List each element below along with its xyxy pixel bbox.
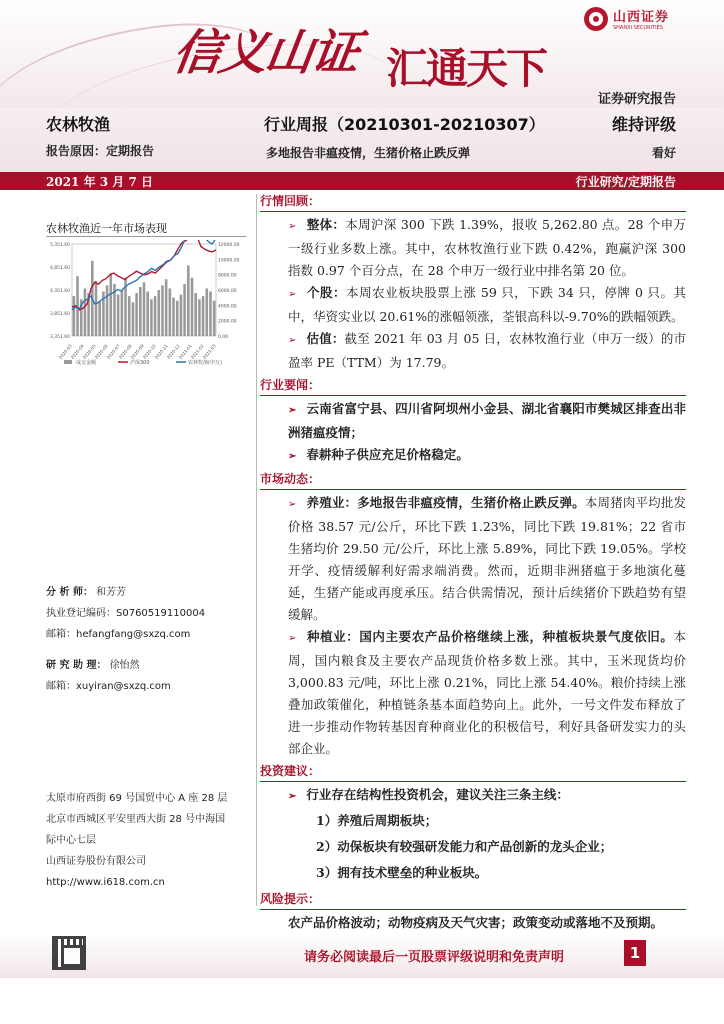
analyst-name: 和芳芳 bbox=[96, 587, 127, 598]
email-label: 邮箱： bbox=[46, 629, 76, 640]
report-title: 行业周报（20210301-20210307） bbox=[264, 115, 545, 134]
risk-text: 农产品价格波动；动物疫病及天气灾害；政策变动或落地不及预期。 bbox=[288, 915, 664, 930]
volume-bar bbox=[154, 296, 157, 336]
y-left-tick-label: 4,351.60 bbox=[49, 289, 70, 294]
volume-bar bbox=[95, 281, 98, 336]
market-overall: ➢ 整体：本周沪深 300 下跌 1.39%，报收 5,262.80 点。28 个申万一级行业多数上涨。其中，农林牧渔行业下跌 0.42%，跑赢沪深 300 指数 0.97 个百分点，在 28 个申万一级行业中排名第 20 位。 bbox=[288, 217, 686, 278]
main-content bbox=[260, 192, 686, 934]
assistant-email-label: 邮箱： bbox=[46, 681, 76, 692]
title-row bbox=[0, 108, 724, 172]
assistant-email[interactable]: xuyiran@sxzq.com bbox=[76, 681, 171, 692]
logo-icon bbox=[584, 7, 608, 31]
analyst-email[interactable]: hefangfang@sxzq.com bbox=[76, 629, 191, 640]
arrow-bullet-icon: ➢ bbox=[288, 499, 297, 510]
assistant-label: 研 究 助 理： bbox=[46, 660, 107, 671]
report-reason: 报告原因：定期报告 bbox=[46, 144, 155, 158]
report-category: 行业研究/定期报告 bbox=[575, 175, 676, 189]
x-tick-label: 2020-12 bbox=[165, 343, 181, 361]
legend-label: 农林牧渔(申万) bbox=[188, 360, 222, 366]
volume-bar bbox=[205, 288, 208, 336]
x-tick-label: 2021-02 bbox=[189, 343, 205, 361]
page-number: 1 bbox=[624, 940, 646, 966]
legend-swatch bbox=[64, 360, 72, 364]
planting-paragraph: ➢ 种植业：国内主要农产品价格继续上涨，种植板块景气度依旧。本周，国内粮食及主要农产品现货价格多数上涨。其中，玉米现货均价 3,000.83 元/吨，环比上涨 0.21%，同比上涨 54.40%。粮价持续上涨叠加政策催化，种植链条基本面趋势向上。此外，一号文件发布释放了进一步推动作物转基因育种商业化的积极信号，利好具备研发实力的头部企业。 bbox=[288, 629, 686, 756]
volume-bar bbox=[84, 288, 87, 336]
volume-bar bbox=[194, 293, 197, 336]
x-tick-label: 2020-03 bbox=[57, 343, 73, 361]
x-tick-label: 2020-09 bbox=[129, 343, 145, 361]
report-date: 2021 年 3 月 7 日 bbox=[46, 175, 153, 189]
x-tick-label: 2021-03 bbox=[201, 343, 217, 361]
company-address bbox=[46, 788, 246, 893]
slogan-part-a: 信义山证 bbox=[169, 25, 362, 81]
volume-bar bbox=[202, 296, 205, 336]
cert-value: S0760519110004 bbox=[116, 608, 206, 619]
disclaimer-notice[interactable]: 请务必阅读最后一页股票评级说明和免责声明 bbox=[304, 950, 565, 965]
x-tick-label: 2020-08 bbox=[117, 343, 133, 361]
volume-bar bbox=[117, 295, 120, 336]
y-left-tick-label: 3,351.60 bbox=[49, 335, 70, 340]
y-left-tick-label: 5,351.60 bbox=[49, 243, 70, 248]
y-right-tick-label: 2000.00 bbox=[218, 319, 237, 325]
section-market-dynamics-title: 市场动态： bbox=[260, 470, 686, 490]
volume-bar bbox=[121, 290, 124, 336]
volume-bar bbox=[146, 292, 149, 336]
investment-lead: ➢ 行业存在结构性投资机会，建议关注三条主线： bbox=[288, 787, 569, 802]
arrow-bullet-icon: ➢ bbox=[288, 335, 297, 346]
section-investment-title: 投资建议： bbox=[260, 762, 686, 782]
volume-bar bbox=[161, 285, 164, 336]
company-website[interactable]: http://www.i618.com.cn bbox=[46, 877, 165, 888]
market-stocks: ➢ 个股：本周农业板块股票上涨 59 只，下跌 34 只，停牌 0 只。其中，华资实业以 20.61%的涨幅领涨，荃银高科以-9.70%的跌幅领跌。 bbox=[288, 285, 686, 324]
y-right-tick-label: 12000.00 bbox=[218, 243, 240, 248]
x-tick-label: 2020-11 bbox=[153, 343, 169, 361]
rating: 维持评级 bbox=[611, 115, 676, 134]
chart-title-rule bbox=[46, 236, 246, 237]
cert-label: 执业登记编码： bbox=[46, 608, 116, 619]
analyst-label: 分 析 师： bbox=[46, 587, 93, 598]
volume-bar bbox=[180, 295, 183, 336]
volume-bar bbox=[143, 282, 146, 336]
volume-bar bbox=[187, 265, 190, 336]
column-divider bbox=[256, 194, 257, 906]
y-left-tick-label: 3,851.60 bbox=[49, 312, 70, 317]
slogan-part-b: 汇通天下 bbox=[386, 44, 547, 93]
news-item-2: ➢ 春耕种子供应充足价格稳定。 bbox=[288, 447, 469, 462]
y-right-tick-label: 6000.00 bbox=[218, 289, 237, 294]
arrow-bullet-icon: ➢ bbox=[288, 221, 297, 232]
address-line-1: 太原市府西街 69 号国贸中心 A 座 28 层 bbox=[46, 793, 228, 804]
legend-label: 沪深300 bbox=[130, 360, 150, 366]
investment-line-3: 3）拥有技术壁垒的种业板块。 bbox=[316, 865, 488, 880]
legend-label: 成交金额 bbox=[76, 360, 97, 366]
y-right-tick-label: 10000.00 bbox=[218, 258, 240, 264]
section-industry-news-title: 行业要闻： bbox=[260, 376, 686, 396]
company-logo bbox=[584, 6, 669, 31]
date-bar bbox=[0, 172, 724, 190]
volume-bar bbox=[172, 298, 175, 336]
volume-bar bbox=[109, 273, 112, 336]
volume-bar bbox=[135, 293, 138, 336]
qr-code-icon bbox=[52, 936, 86, 970]
arrow-bullet-icon: ➢ bbox=[288, 405, 297, 416]
company-name: 山西证券股份有限公司 bbox=[46, 856, 146, 867]
volume-bar bbox=[169, 288, 172, 336]
report-type: 证券研究报告 bbox=[597, 92, 676, 107]
page-header bbox=[0, 0, 724, 108]
address-line-3: 际中心七层 bbox=[46, 835, 96, 846]
volume-bar bbox=[198, 299, 201, 336]
x-tick-label: 2020-04 bbox=[69, 343, 85, 361]
volume-bar bbox=[98, 301, 101, 336]
assistant-name: 徐怡然 bbox=[109, 660, 140, 671]
section-risk-title: 风险提示： bbox=[260, 890, 686, 910]
rating-outlook: 看好 bbox=[651, 146, 676, 160]
volume-bar bbox=[139, 287, 142, 336]
news-item-1: ➢ 云南省富宁县、四川省阿坝州小金县、湖北省襄阳市樊城区排查出非洲猪瘟疫情； bbox=[288, 401, 686, 440]
volume-bar bbox=[213, 301, 216, 336]
volume-bar bbox=[106, 285, 109, 336]
x-tick-label: 2020-07 bbox=[105, 343, 121, 361]
y-left-tick-label: 4,851.60 bbox=[49, 266, 70, 271]
y-right-tick-label: 8000.00 bbox=[218, 273, 237, 279]
x-tick-label: 2020-05 bbox=[81, 343, 97, 361]
address-line-2: 北京市西城区平安里西大街 28 号中海国 bbox=[46, 814, 226, 825]
arrow-bullet-icon: ➢ bbox=[288, 791, 297, 802]
volume-bar bbox=[183, 284, 186, 336]
market-chart bbox=[46, 240, 251, 368]
arrow-bullet-icon: ➢ bbox=[288, 289, 297, 300]
investment-line-2: 2）动保板块有较强研发能力和产品创新的龙头企业； bbox=[316, 839, 613, 854]
arrow-bullet-icon: ➢ bbox=[288, 633, 297, 644]
volume-bar bbox=[191, 278, 194, 336]
y-right-tick-label: 4000.00 bbox=[218, 304, 237, 310]
volume-bar bbox=[73, 296, 76, 336]
volume-bar bbox=[132, 302, 135, 336]
logo-name: 山西证券 bbox=[613, 10, 670, 25]
volume-bar bbox=[165, 279, 168, 336]
breeding-paragraph: ➢ 养殖业：多地报告非瘟疫情，生猪价格止跌反弹。本周猪肉平均批发价格 38.57 元/公斤，环比下跌 1.23%，同比下跌 19.81%；22 省市生猪均价 29.50 元/公斤，环比上涨 5.89%，同比下跌 19.05%。学校开学、疫情缓解利好需求端消费。然而，近期非洲猪瘟于多地演化蔓延，生猪产能或再度承压。结合供需情况，预计后续猪价下跌趋势有望缓解。 bbox=[288, 495, 686, 622]
market-chart-svg bbox=[46, 240, 251, 368]
report-headline: 多地报告非瘟疫情，生猪价格止跌反弹 bbox=[266, 146, 471, 160]
x-tick-label: 2021-01 bbox=[177, 343, 193, 361]
arrow-bullet-icon: ➢ bbox=[288, 451, 297, 462]
volume-bar bbox=[176, 301, 179, 336]
section-market-review-title: 行情回顾： bbox=[260, 192, 686, 212]
market-valuation: ➢ 估值：截至 2021 年 03 月 05 日，农林牧渔行业（申万一级）的市盈率 PE（TTM）为 17.79。 bbox=[288, 331, 686, 370]
volume-bar bbox=[150, 299, 153, 336]
volume-bar bbox=[128, 296, 131, 336]
chart-title: 农林牧渔近一年市场表现 bbox=[46, 222, 167, 235]
investment-line-1: 1）养殖后周期板块； bbox=[316, 813, 438, 828]
volume-bar bbox=[209, 292, 212, 336]
industry-name: 农林牧渔 bbox=[46, 115, 111, 134]
volume-bar bbox=[157, 290, 160, 336]
x-tick-label: 2020-10 bbox=[141, 343, 157, 361]
analyst-info bbox=[46, 582, 246, 697]
y-right-tick-label: 0.00 bbox=[218, 335, 229, 340]
x-tick-label: 2020-06 bbox=[93, 343, 109, 361]
logo-english-name: SHANXI SECURITIES bbox=[613, 25, 663, 31]
